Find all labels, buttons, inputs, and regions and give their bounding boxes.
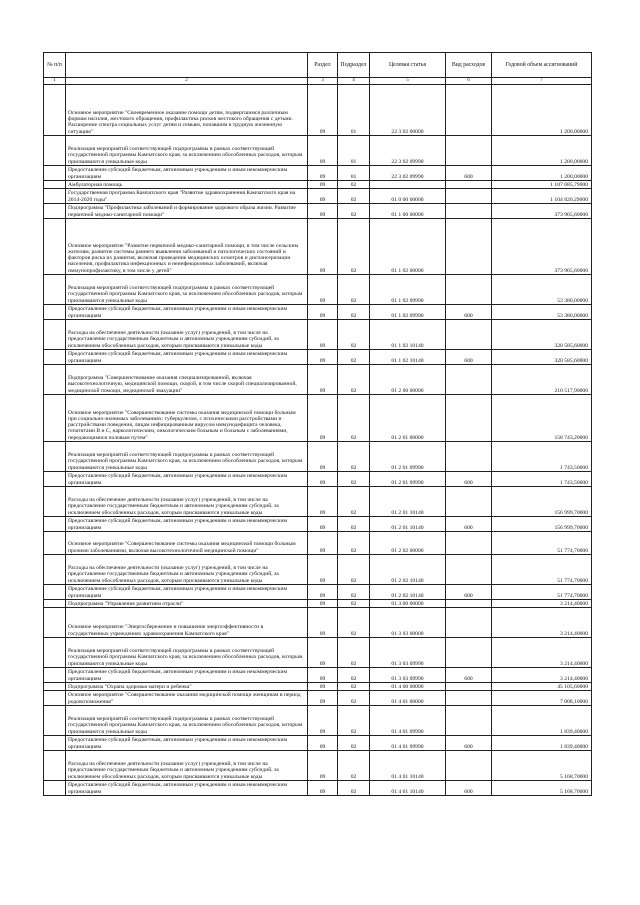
row-expense-type (446, 320, 492, 350)
budget-document (43, 52, 591, 796)
row-expense-type (446, 136, 492, 166)
row-expense-type (446, 365, 492, 395)
table-row (44, 487, 592, 517)
row-subsection: 02 (338, 472, 370, 487)
row-expense-type (446, 532, 492, 555)
row-number-cell (44, 683, 66, 691)
table-row (44, 320, 592, 350)
row-section: 09 (308, 691, 338, 706)
column-number: 7 (492, 78, 592, 85)
table-body (44, 85, 592, 796)
table-row (44, 204, 592, 219)
row-section: 09 (308, 781, 338, 796)
table-row (44, 472, 592, 487)
row-subsection: 02 (338, 555, 370, 585)
row-amount: 1 104 820,29000 (492, 189, 592, 204)
row-amount: 3 214,40000 (492, 608, 592, 638)
row-subsection: 02 (338, 204, 370, 219)
row-expense-type (446, 600, 492, 608)
row-description: Подпрограмма "Охрана здоровья матери и ребенка" (66, 683, 308, 691)
row-number-cell (44, 219, 66, 275)
row-amount: 53 380,00000 (492, 275, 592, 305)
row-section: 09 (308, 487, 338, 517)
row-subsection: 02 (338, 305, 370, 320)
row-section: 09 (308, 751, 338, 781)
row-number-cell (44, 736, 66, 751)
row-amount: 3 214,40000 (492, 600, 592, 608)
row-target-article: 01 1 02 09990 (370, 305, 446, 320)
row-amount: 1 200,00000 (492, 136, 592, 166)
table-row (44, 736, 592, 751)
row-target-article: 01 2 01 09990 (370, 472, 446, 487)
row-description: Реализация мероприятий соответствующей подпрограммы в рамках соответствующей государственной программы Камчатского края, за исключением обособленных расходов, которым присваиваются уникальные коды (66, 638, 308, 668)
row-section: 09 (308, 350, 338, 365)
row-target-article: 01 3 03 09990 (370, 638, 446, 668)
row-target-article: 01 4 01 09990 (370, 706, 446, 736)
table-row (44, 638, 592, 668)
row-expense-type (446, 275, 492, 305)
row-number-cell (44, 442, 66, 472)
table-row (44, 365, 592, 395)
row-subsection: 02 (338, 751, 370, 781)
row-expense-type (446, 189, 492, 204)
row-expense-type: 600 (446, 350, 492, 365)
row-description: Реализация мероприятий соответствующей подпрограммы в рамках соответствующей государственной программы Камчатского края, за исключением обособленных расходов, которым присваиваются уникальные коды (66, 136, 308, 166)
table-row (44, 305, 592, 320)
header-subsection: Подраздел (338, 53, 370, 78)
row-target-article: 01 4 01 10140 (370, 781, 446, 796)
row-section: 09 (308, 555, 338, 585)
row-section: 09 (308, 166, 338, 181)
row-target-article: 01 2 01 10140 (370, 517, 446, 532)
row-amount: 51 774,70000 (492, 555, 592, 585)
column-number: 3 (308, 78, 338, 85)
row-target-article: 01 2 01 10140 (370, 487, 446, 517)
row-amount: 320 585,60000 (492, 320, 592, 350)
column-number: 2 (66, 78, 308, 85)
row-number-cell (44, 350, 66, 365)
column-number: 1 (44, 78, 66, 85)
row-amount: 3 214,40000 (492, 668, 592, 683)
row-expense-type: 600 (446, 736, 492, 751)
row-target-article: 01 2 02 00000 (370, 532, 446, 555)
header-target-article: Целевая статья (370, 53, 446, 78)
row-amount: 373 965,60000 (492, 219, 592, 275)
row-subsection: 02 (338, 585, 370, 600)
row-expense-type (446, 751, 492, 781)
table-row (44, 219, 592, 275)
column-number: 6 (446, 78, 492, 85)
row-description: Предоставление субсидий бюджетным, автономным учреждениям и иным некоммерческим организациям (66, 517, 308, 532)
row-subsection: 02 (338, 691, 370, 706)
row-subsection: 01 (338, 166, 370, 181)
row-expense-type: 600 (446, 305, 492, 320)
table-row (44, 751, 592, 781)
table-row (44, 189, 592, 204)
row-description: Предоставление субсидий бюджетным, автономным учреждениям и иным некоммерческим организациям (66, 350, 308, 365)
header-number: № п/п (44, 53, 66, 78)
row-subsection: 02 (338, 517, 370, 532)
row-description: Основное мероприятие "Совершенствование системы оказания медицинской помощи больным при социально-значимых заболеваниях: туберкулезом, с психическими расстройствами и расстройствами поведения, лицам инфицированным вирусом иммунодефицита человека, гепатитами В и С, наркологическим, онкологическим больным и больным с заболеваниями, передающимися половым путем" (66, 395, 308, 442)
table-row (44, 608, 592, 638)
row-section: 09 (308, 585, 338, 600)
row-expense-type (446, 555, 492, 585)
row-section: 09 (308, 683, 338, 691)
row-amount: 51 774,70000 (492, 585, 592, 600)
row-section: 09 (308, 517, 338, 532)
row-description: Предоставление субсидий бюджетным, автономным учреждениям и иным некоммерческим организациям (66, 166, 308, 181)
row-target-article: 01 0 00 00000 (370, 189, 446, 204)
row-section: 09 (308, 395, 338, 442)
row-section: 09 (308, 600, 338, 608)
row-amount: 1 743,50000 (492, 442, 592, 472)
row-number-cell (44, 555, 66, 585)
row-target-article: 01 3 03 00000 (370, 608, 446, 638)
row-description: Подпрограмма "Профилактика заболеваний и формирование здорового образа жизни. Развитие первичной медико-санитарной помощи" (66, 204, 308, 219)
row-number-cell (44, 608, 66, 638)
row-subsection: 02 (338, 668, 370, 683)
row-target-article: 01 1 02 09990 (370, 275, 446, 305)
row-section: 09 (308, 532, 338, 555)
row-target-article: 01 1 02 10140 (370, 350, 446, 365)
column-number-row (44, 78, 592, 85)
table-row (44, 585, 592, 600)
row-description: Государственная программа Камчатского края "Развитие здравоохранения Камчатского края на 2014-2020 годы" (66, 189, 308, 204)
row-subsection: 02 (338, 442, 370, 472)
table-row (44, 668, 592, 683)
row-number-cell (44, 668, 66, 683)
row-expense-type: 600 (446, 166, 492, 181)
row-amount: 51 774,70000 (492, 532, 592, 555)
table-row (44, 181, 592, 189)
row-amount: 1 743,50000 (492, 472, 592, 487)
row-expense-type: 600 (446, 472, 492, 487)
row-expense-type (446, 181, 492, 189)
row-section: 09 (308, 85, 338, 136)
row-target-article: 01 4 01 10140 (370, 751, 446, 781)
row-number-cell (44, 600, 66, 608)
header-section: Раздел (308, 53, 338, 78)
row-number-cell (44, 166, 66, 181)
row-number-cell (44, 706, 66, 736)
row-amount: 1 200,00000 (492, 166, 592, 181)
table-row (44, 517, 592, 532)
row-section: 09 (308, 668, 338, 683)
row-subsection: 02 (338, 275, 370, 305)
row-target-article: 01 2 02 10140 (370, 555, 446, 585)
table-row (44, 555, 592, 585)
row-number-cell (44, 751, 66, 781)
row-description: Расходы на обеспечение деятельности (оказание услуг) учреждений, в том числе на предоставление государственным бюджетным и автономным учреждениям субсидий, за исключением обособленных расходов, которым присваиваются уникальные коды (66, 320, 308, 350)
row-target-article: 01 1 00 00000 (370, 204, 446, 219)
row-number-cell (44, 395, 66, 442)
header-row (44, 53, 592, 78)
row-description: Реализация мероприятий соответствующей подпрограммы в рамках соответствующей государственной программы Камчатского края, за исключением обособленных расходов, которым присваиваются уникальные коды (66, 275, 308, 305)
row-target-article: 01 4 01 09990 (370, 736, 446, 751)
row-subsection: 01 (338, 136, 370, 166)
table-row (44, 85, 592, 136)
row-section: 09 (308, 320, 338, 350)
row-expense-type: 600 (446, 585, 492, 600)
table-row (44, 166, 592, 181)
row-expense-type (446, 487, 492, 517)
row-section: 09 (308, 365, 338, 395)
row-section: 09 (308, 442, 338, 472)
row-section: 09 (308, 706, 338, 736)
row-amount: 1 839,40000 (492, 706, 592, 736)
row-amount: 5 168,70000 (492, 781, 592, 796)
row-subsection: 02 (338, 608, 370, 638)
row-expense-type: 600 (446, 668, 492, 683)
row-amount: 1 839,40000 (492, 736, 592, 751)
row-amount: 320 585,60000 (492, 350, 592, 365)
row-description: Подпрограмма "Управление развитием отрасли" (66, 600, 308, 608)
row-target-article: 01 2 01 09990 (370, 442, 446, 472)
row-target-article: 01 2 01 00000 (370, 395, 446, 442)
row-expense-type (446, 706, 492, 736)
row-description: Расходы на обеспечение деятельности (оказание услуг) учреждений, в том числе на предоставление государственным бюджетным и автономным учреждениям субсидий, за исключением обособленных расходов, которым присваиваются уникальные коды (66, 487, 308, 517)
row-section: 09 (308, 204, 338, 219)
row-section: 09 (308, 608, 338, 638)
row-number-cell (44, 638, 66, 668)
row-description: Предоставление субсидий бюджетным, автономным учреждениям и иным некоммерческим организациям (66, 736, 308, 751)
column-number: 5 (370, 78, 446, 85)
row-target-article: 01 1 02 00000 (370, 219, 446, 275)
row-amount: 1 107 685,79000 (492, 181, 592, 189)
column-number: 4 (338, 78, 370, 85)
row-subsection: 02 (338, 181, 370, 189)
table-row (44, 691, 592, 706)
row-expense-type (446, 219, 492, 275)
row-section: 09 (308, 472, 338, 487)
row-number-cell (44, 585, 66, 600)
row-subsection: 01 (338, 85, 370, 136)
row-expense-type (446, 638, 492, 668)
row-description: Реализация мероприятий соответствующей подпрограммы в рамках соответствующей государственной программы Камчатского края, за исключением обособленных расходов, которым присваиваются уникальные коды (66, 706, 308, 736)
row-number-cell (44, 532, 66, 555)
table-row (44, 136, 592, 166)
row-number-cell (44, 320, 66, 350)
table-row (44, 532, 592, 555)
row-target-article: 01 4 01 00000 (370, 691, 446, 706)
row-subsection: 02 (338, 532, 370, 555)
row-target-article: 01 2 02 10140 (370, 585, 446, 600)
row-amount: 373 965,60000 (492, 204, 592, 219)
row-target-article: 01 2 00 00000 (370, 365, 446, 395)
row-description: Расходы на обеспечение деятельности (оказание услуг) учреждений, в том числе на предоставление государственным бюджетным и автономным учреждениям субсидий, за исключением обособленных расходов, которым присваиваются уникальные коды (66, 751, 308, 781)
row-number-cell (44, 305, 66, 320)
row-section: 09 (308, 305, 338, 320)
row-expense-type (446, 204, 492, 219)
row-description: Предоставление субсидий бюджетным, автономным учреждениям и иным некоммерческим организациям (66, 305, 308, 320)
row-target-article: 22 3 02 00000 (370, 85, 446, 136)
row-amount: 53 380,00000 (492, 305, 592, 320)
table-row (44, 600, 592, 608)
header-annual-amount: Годовой объем ассигнований (492, 53, 592, 78)
row-target-article: 22 3 02 09990 (370, 136, 446, 166)
row-subsection: 02 (338, 600, 370, 608)
row-amount: 7 008,10000 (492, 691, 592, 706)
row-section: 09 (308, 638, 338, 668)
row-description: Подпрограмма "Совершенствование оказания специализированной, включая высокотехнологичную, медицинской помощи, скорой, в том числе скорой специализированной, медицинской помощи, медицинской эвакуации" (66, 365, 308, 395)
row-expense-type (446, 691, 492, 706)
row-number-cell (44, 487, 66, 517)
table-row (44, 706, 592, 736)
row-description: Основное мероприятие "Энергосбережение и повышение энергоэффективности в государственных учреждениях здравоохранения Камчатского края" (66, 608, 308, 638)
table-row (44, 395, 592, 442)
row-number-cell (44, 181, 66, 189)
row-subsection: 02 (338, 320, 370, 350)
row-description: Основное мероприятие "Совершенствование системы оказания медицинской помощи больным прочими заболеваниями, включая высокотехнологичной медицинской помощи" (66, 532, 308, 555)
budget-table (43, 52, 592, 796)
row-target-article (370, 181, 446, 189)
row-number-cell (44, 691, 66, 706)
row-expense-type (446, 85, 492, 136)
row-expense-type: 600 (446, 517, 492, 532)
row-description: Основное мероприятие "Своевременное оказание помощи детям, подвергшимся различным формам насилия, жестокого обращения, профилактика рисков жестокого обращения с детьми. Расширение спектра социальных услуг детям и семьям, попавшим в трудную жизненную ситуацию" (66, 85, 308, 136)
row-subsection: 02 (338, 638, 370, 668)
row-subsection: 02 (338, 350, 370, 365)
table-row (44, 442, 592, 472)
row-expense-type (446, 395, 492, 442)
row-amount: 3 214,40000 (492, 638, 592, 668)
row-description: Предоставление субсидий бюджетным, автономным учреждениям и иным некоммерческим организациям (66, 472, 308, 487)
row-subsection: 02 (338, 781, 370, 796)
row-description: Основное мероприятие "Совершенствование оказания медицинской помощи женщинам в период родовспоможения" (66, 691, 308, 706)
row-target-article: 01 3 03 09990 (370, 668, 446, 683)
row-amount: 156 999,70000 (492, 487, 592, 517)
row-number-cell (44, 136, 66, 166)
row-target-article: 01 3 00 00000 (370, 600, 446, 608)
row-description: Основное мероприятие "Развитие первичной медико-санитарной помощи, в том числе сельским жителям, развитие системы раннего выявления заболеваний и патологических состояний и факторов риска их развития, включая проведение медицинских осмотров и диспансеризации населения, профилактика инфекционных и неинфекционных заболеваний, включая иммунопрофилактику, в том числе у детей" (66, 219, 308, 275)
table-row (44, 350, 592, 365)
row-target-article: 22 3 02 09990 (370, 166, 446, 181)
table-row (44, 781, 592, 796)
table-row (44, 275, 592, 305)
row-subsection: 02 (338, 683, 370, 691)
row-number-cell (44, 275, 66, 305)
row-description: Предоставление субсидий бюджетным, автономным учреждениям и иным некоммерческим организациям (66, 668, 308, 683)
row-section: 09 (308, 136, 338, 166)
header-name (66, 53, 308, 78)
row-number-cell (44, 472, 66, 487)
row-subsection: 02 (338, 706, 370, 736)
row-subsection: 02 (338, 189, 370, 204)
row-number-cell (44, 204, 66, 219)
row-number-cell (44, 781, 66, 796)
row-subsection: 02 (338, 395, 370, 442)
row-amount: 156 999,70000 (492, 517, 592, 532)
row-subsection: 02 (338, 365, 370, 395)
row-subsection: 02 (338, 219, 370, 275)
row-expense-type (446, 608, 492, 638)
row-section: 09 (308, 219, 338, 275)
row-description: Предоставление субсидий бюджетным, автономным учреждениям и иным некоммерческим организациям (66, 585, 308, 600)
header-expense-type: Вид расходов (446, 53, 492, 78)
row-amount: 5 168,70000 (492, 751, 592, 781)
row-section: 09 (308, 181, 338, 189)
row-description: Предоставление субсидий бюджетным, автономным учреждениям и иным некоммерческим организациям (66, 781, 308, 796)
row-section: 09 (308, 736, 338, 751)
row-section: 09 (308, 275, 338, 305)
row-amount: 210 517,90000 (492, 365, 592, 395)
row-expense-type: 600 (446, 781, 492, 796)
row-expense-type (446, 442, 492, 472)
row-amount: 158 743,20000 (492, 395, 592, 442)
row-target-article: 01 1 02 10140 (370, 320, 446, 350)
row-expense-type (446, 683, 492, 691)
row-amount: 1 200,00000 (492, 85, 592, 136)
row-description: Расходы на обеспечение деятельности (оказание услуг) учреждений, в том числе на предоставление государственным бюджетным и автономным учреждениям субсидий, за исключением обособленных расходов, которым присваиваются уникальные коды (66, 555, 308, 585)
row-number-cell (44, 85, 66, 136)
row-number-cell (44, 517, 66, 532)
row-description: Реализация мероприятий соответствующей подпрограммы в рамках соответствующей государственной программы Камчатского края, за исключением обособленных расходов, которым присваиваются уникальные коды (66, 442, 308, 472)
row-subsection: 02 (338, 736, 370, 751)
row-number-cell (44, 189, 66, 204)
row-subsection: 02 (338, 487, 370, 517)
row-target-article: 01 4 00 00000 (370, 683, 446, 691)
table-row (44, 683, 592, 691)
row-description: Амбулаторная помощь (66, 181, 308, 189)
row-section: 09 (308, 189, 338, 204)
row-amount: 45 105,60000 (492, 683, 592, 691)
row-number-cell (44, 365, 66, 395)
